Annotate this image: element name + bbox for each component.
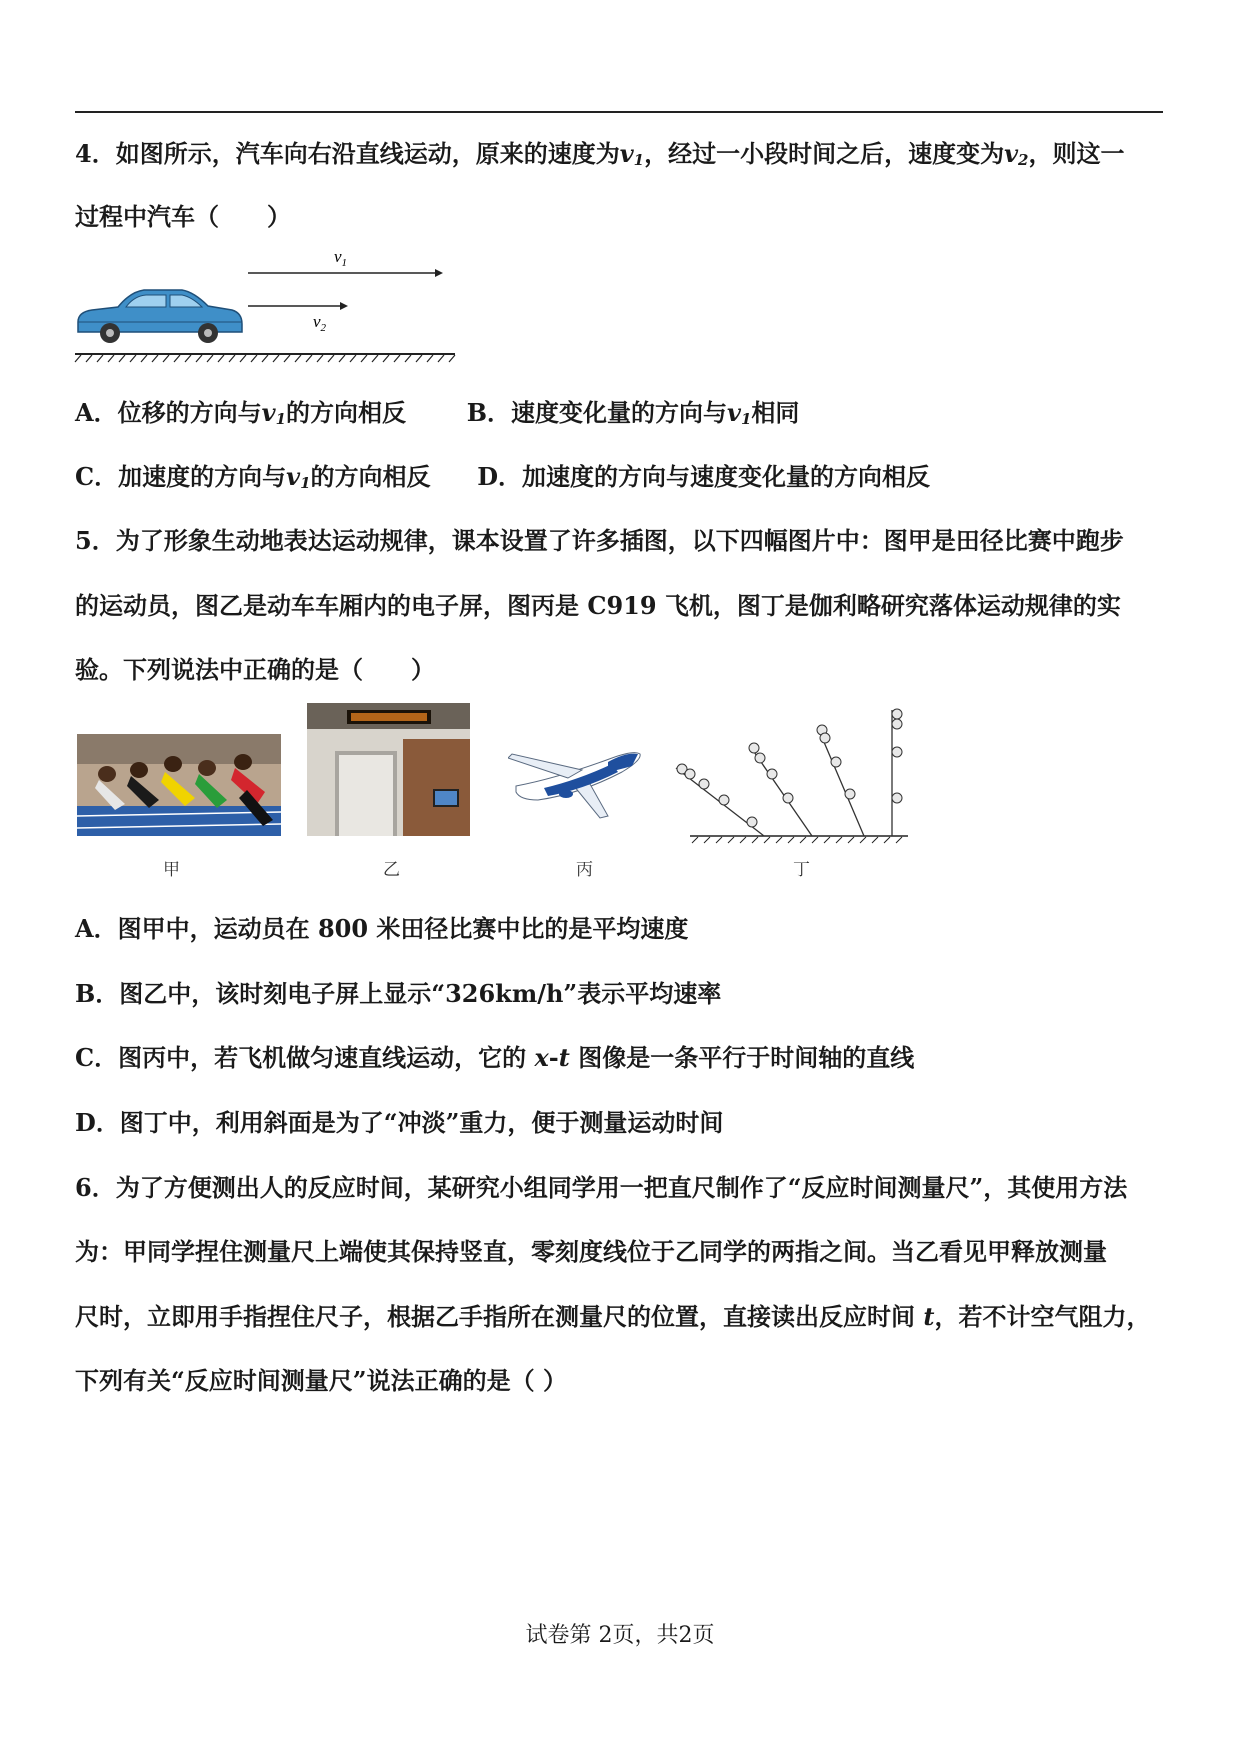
q5-line-3: 验。下列说法中正确的是（ ） (75, 655, 435, 684)
q6-line-2: 为：甲同学捏住测量尺上端使其保持竖直，零刻度线位于乙同学的两指之间。当乙看见甲释放测量 (75, 1237, 1107, 1266)
q5-option-a[interactable]: A．图甲中，运动员在 800 米田径比赛中比的是平均速度 (75, 914, 689, 943)
galileo-incline-diagram (672, 706, 908, 844)
caption-yi: 乙 (383, 860, 400, 880)
car-icon (78, 290, 242, 343)
q6-line-4: 下列有关“反应时间测量尺”说法正确的是（ ） (75, 1366, 567, 1395)
q5-line-1: 5．为了形象生动地表达运动规律，课本设置了许多插图，以下四幅图片中：图甲是田径比赛中跑步 (75, 526, 1124, 555)
page-footer: 试卷第 2页，共2页 (525, 1623, 715, 1648)
airplane-photo (508, 740, 646, 820)
q6-line-3: 尺时，立即用手指捏住尺子，根据乙手指所在测量尺的位置，直接读出反应时间 t，若不计空气阻力， (75, 1302, 1151, 1331)
caption-bing: 丙 (576, 860, 593, 880)
q5-option-c[interactable]: C．图丙中，若飞机做匀速直线运动，它的 x-t 图像是一条平行于时间轴的直线 (75, 1043, 915, 1072)
q4-option-a[interactable]: A．位移的方向与$v_1$的方向相反 (75, 398, 407, 428)
q4-option-b[interactable]: B．速度变化量的方向与$v_1$相同 (466, 398, 800, 428)
q4-v2-var: v (1004, 139, 1019, 168)
caption-ding: 丁 (793, 860, 810, 880)
q4-v1-var: v (619, 139, 634, 168)
q5-line-2: 的运动员，图乙是动车车厢内的电子屏，图丙是 C919 飞机，图丁是伽利略研究落体运动规律的实 (75, 591, 1121, 620)
header-rule (75, 111, 1163, 113)
caption-jia: 甲 (163, 860, 180, 880)
q4-options-row-2 (75, 460, 930, 500)
q4-option-c[interactable]: C．加速度的方向与$v_1$的方向相反 (75, 462, 431, 492)
v1-label: $v_1$ (334, 247, 348, 269)
q6-line-1: 6．为了方便测出人的反应时间，某研究小组同学用一把直尺制作了“反应时间测量尺”，其使用方法 (75, 1173, 1128, 1202)
q4-line-1: 4．如图所示，汽车向右沿直线运动，原来的速度为$v_1$，经过一小段时间之后，速度变为$v_2$，则这一 (75, 139, 1125, 169)
q5-option-b[interactable]: B．图乙中，该时刻电子屏上显示“326km/h”表示平均速率 (75, 979, 722, 1008)
train-screen-photo (307, 703, 470, 836)
q4-line-2: 过程中汽车（ ） (75, 202, 291, 231)
runners-photo (77, 734, 281, 836)
v2-label: $v_2$ (313, 312, 327, 334)
q4-option-d[interactable]: D．加速度的方向与速度变化量的方向相反 (477, 462, 931, 491)
q5-option-d[interactable]: D．图丁中，利用斜面是为了“冲淡”重力，便于测量运动时间 (75, 1108, 724, 1137)
q4-car-figure (70, 240, 470, 365)
q4-options-row-1 (75, 396, 799, 436)
